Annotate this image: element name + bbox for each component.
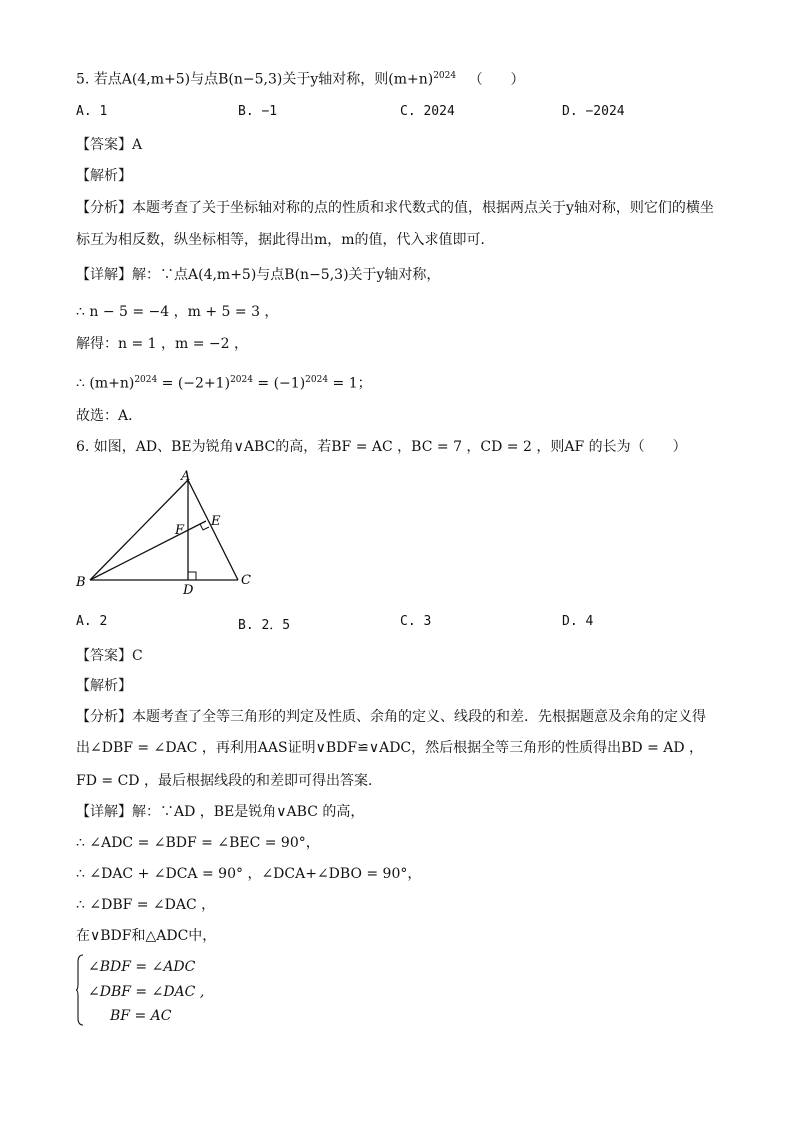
right-angle-e <box>200 524 209 530</box>
q5-detail-line-5: 故选：A． <box>76 408 143 424</box>
system-line-3: BF = AC <box>110 1008 172 1024</box>
label-b: B <box>76 575 86 590</box>
q5-paren: （ ） <box>468 71 525 88</box>
q5-detail-4d: = 1； <box>328 375 372 392</box>
segment-ac <box>188 480 238 580</box>
q6-analysis-tag: 【解析】 <box>76 678 132 694</box>
q5-exponent: 2024 <box>433 71 457 81</box>
label-d: D <box>183 583 194 598</box>
q5-exp-2: 2024 <box>230 375 253 385</box>
q6-analysis-line-2: 出∠DBF = ∠DAC ，再利用AAS证明∨BDF≌∨ADC，然后根据全等三角形的性质得出BD = AD ， <box>76 740 704 756</box>
q6-triangle-figure <box>70 468 270 598</box>
label-a: A <box>181 469 191 484</box>
segment-ab <box>90 480 188 580</box>
q5-detail-line-4 <box>76 370 372 394</box>
system-line-2: ∠DBF = ∠DAC , <box>88 984 205 1000</box>
q5-exp-1: 2024 <box>134 375 158 385</box>
q5-analysis-line-2: 标互为相反数，纵坐标相等，据此得出m，m的值，代入求值即可． <box>76 232 495 248</box>
q6-option-a: A. 2 <box>76 614 108 629</box>
q5-detail-line-3: 解得：n = 1 ，m = −2 ， <box>76 336 248 352</box>
q6-answer: 【答案】C <box>76 648 143 664</box>
q5-option-a: A. 1 <box>76 104 108 119</box>
label-e: E <box>211 514 221 529</box>
q5-exp-3: 2024 <box>305 375 329 385</box>
system-brace <box>76 954 84 1026</box>
q6-option-d: D. 4 <box>562 614 594 629</box>
q5-detail-4b: = (−2+1) <box>157 375 231 392</box>
q6-detail-line-5: 在∨BDF和△ADC中， <box>76 928 217 944</box>
q5-analysis-tag: 【解析】 <box>76 168 132 184</box>
q5-detail-4a: ∴ (m+n) <box>76 375 135 392</box>
q6-detail-line-3: ∴ ∠DAC + ∠DCA = 90° ，∠DCA+∠DBO = 90°， <box>76 866 422 882</box>
q5-detail-4c: = (−1) <box>252 375 306 392</box>
q6-option-c: C. 3 <box>400 614 432 629</box>
q5-detail-line-2: ∴ n − 5 = −4 ，m + 5 = 3 ， <box>76 304 279 320</box>
q6-stem: 6. 如图，AD、BE为锐角∨ABC的高，若BF = AC ，BC = 7 ，CD = 2 ，则AF 的长为（ ） <box>76 439 687 455</box>
system-line-1: ∠BDF = ∠ADC <box>88 959 196 975</box>
q6-option-b: B. 2．5 <box>238 618 291 633</box>
q6-detail-line-1: 【详解】解：∵AD ，BE是锐角∨ABC 的高， <box>76 804 365 820</box>
q6-analysis-line-3: FD = CD ，最后根据线段的和差即可得出答案． <box>76 773 382 789</box>
q6-detail-line-2: ∴ ∠ADC = ∠BDF = ∠BEC = 90°， <box>76 835 320 851</box>
q5-option-b: B. −1 <box>238 104 278 119</box>
q5-option-d: D. −2024 <box>562 104 625 119</box>
q5-answer: 【答案】A <box>76 137 143 153</box>
q5-stem-text: 5. 若点A(4,m+5)与点B(n−5,3)关于y轴对称，则(m+n) <box>76 71 434 88</box>
q6-detail-line-4: ∴ ∠DBF = ∠DAC ， <box>76 897 216 913</box>
q5-detail-line-1: 【详解】解：∵点A(4,m+5)与点B(n−5,3)关于y轴对称， <box>76 267 441 283</box>
right-angle-d <box>188 572 196 580</box>
label-f: F <box>175 523 185 538</box>
q5-option-c: C. 2024 <box>400 104 455 119</box>
q5-analysis-line-1: 【分析】本题考查了关于坐标轴对称的点的性质和求代数式的值，根据两点关于y轴对称，则它们的横坐 <box>76 200 714 216</box>
label-c: C <box>241 573 251 588</box>
q5-stem <box>76 66 525 90</box>
q6-analysis-line-1: 【分析】本题考查了全等三角形的判定及性质、余角的定义、线段的和差．先根据题意及余角的定义得 <box>76 709 706 725</box>
